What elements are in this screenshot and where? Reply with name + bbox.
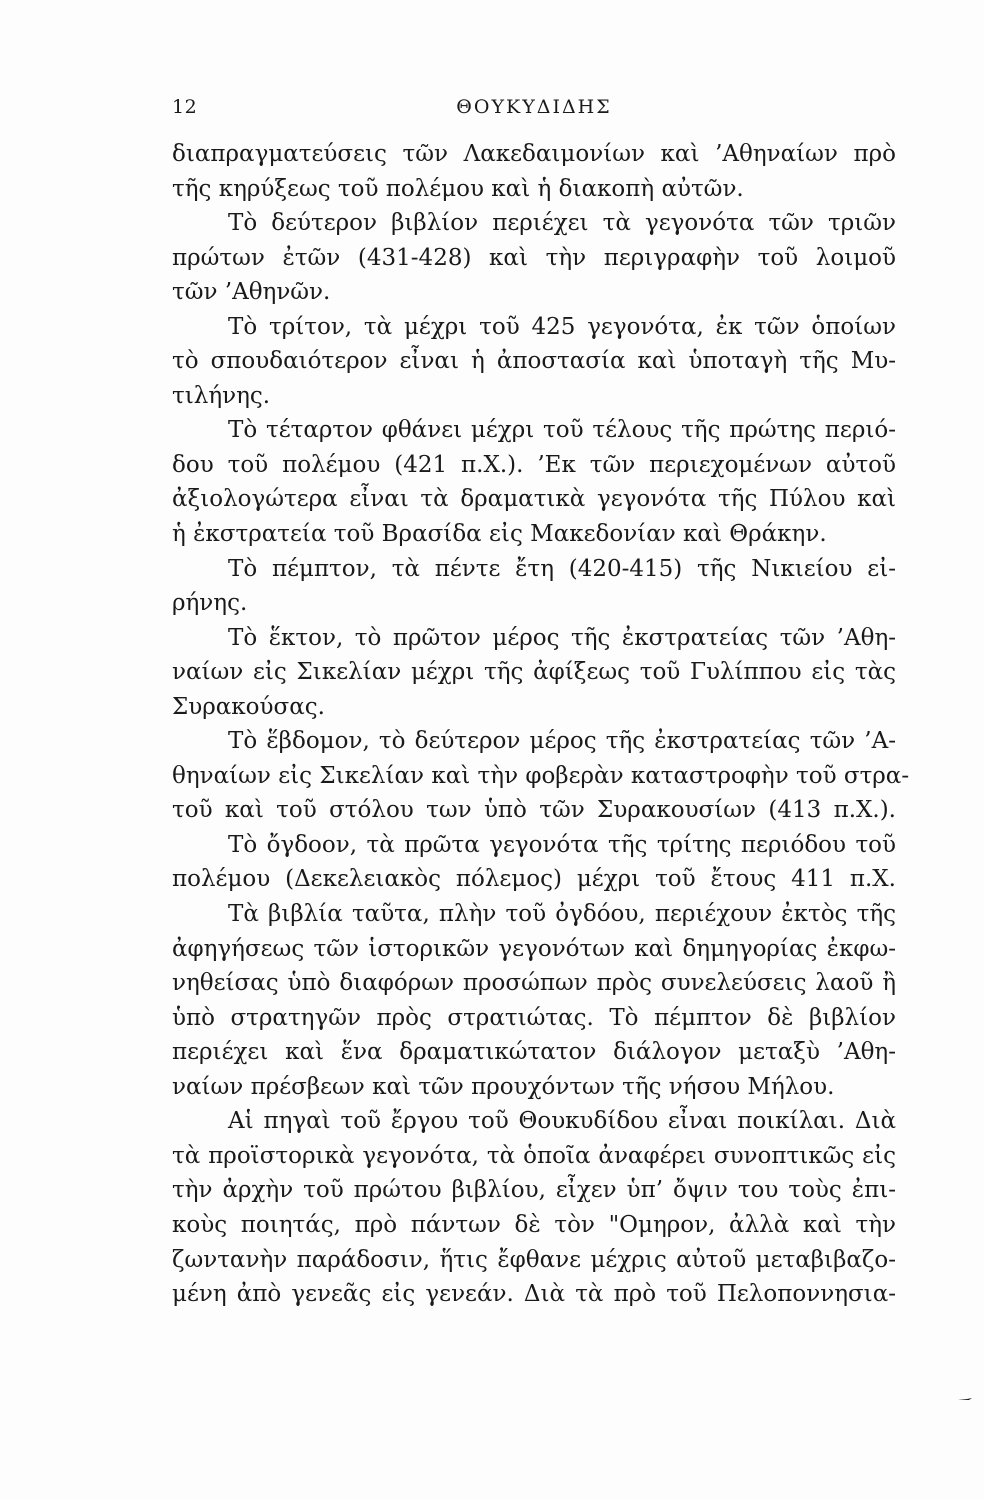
text-line: νηθείσας ὑπὸ διαφόρων προσώπων πρὸς συνελεύσεις λαοῦ ἢ xyxy=(172,970,896,997)
text-line: Τὸ ἕβδομον, τὸ δεύτερον μέρος τῆς ἐκστρατείας τῶν ’Α- xyxy=(228,728,896,755)
text-line: τὸ σπουδαιότερον εἶναι ἡ ἀποστασία καὶ ὑποταγὴ τῆς Μυ- xyxy=(172,348,896,375)
text-line: τιλήνης. xyxy=(172,382,271,409)
text-line: πολέμου (Δεκελειακὸς πόλεμος) μέχρι τοῦ ἔτους 411 π.Χ. xyxy=(172,866,896,893)
text-line: τοῦ καὶ τοῦ στόλου των ὑπὸ τῶν Συρακουσίων (413 π.Χ.). xyxy=(172,797,896,824)
text-line: Τὸ τρίτον, τὰ μέχρι τοῦ 425 γεγονότα, ἐκ τῶν ὁποίων xyxy=(228,313,896,340)
text-line: ἀφηγήσεως τῶν ἱστορικῶν γεγονότων καὶ δημηγορίας ἐκφω- xyxy=(172,935,896,962)
text-line: Αἱ πηγαὶ τοῦ ἔργου τοῦ Θουκυδίδου εἶναι ποικίλαι. Διὰ xyxy=(228,1108,896,1135)
ink-mark-icon xyxy=(957,1396,973,1402)
text-line: Τὸ τέταρτον φθάνει μέχρι τοῦ τέλους τῆς πρώτης περιό- xyxy=(228,417,896,444)
running-title: ΘΟΥΚΥΔΙΔΗΣ xyxy=(456,96,612,118)
text-line: ἀξιολογώτερα εἶναι τὰ δραματικὰ γεγονότα τῆς Πύλου καὶ xyxy=(172,486,896,513)
text-line: ἡ ἐκστρατεία τοῦ Βρασίδα εἰς Μακεδονίαν καὶ Θράκην. xyxy=(172,521,827,548)
text-line: πρώτων ἐτῶν (431-428) καὶ τὴν περιγραφὴν τοῦ λοιμοῦ xyxy=(172,244,896,271)
text-line: ὑπὸ στρατηγῶν πρὸς στρατιώτας. Τὸ πέμπτον δὲ βιβλίον xyxy=(172,1004,896,1031)
text-line: Συρακούσας. xyxy=(172,693,325,720)
text-line: θηναίων εἰς Σικελίαν καὶ τὴν φοβερὰν καταστροφὴν τοῦ στρα- xyxy=(172,762,910,789)
text-line: ρήνης. xyxy=(172,590,248,617)
text-line: ναίων πρέσβεων καὶ τῶν προυχόντων τῆς νήσου Μήλου. xyxy=(172,1073,835,1100)
text-line: Τὸ πέμπτον, τὰ πέντε ἔτη (420-415) τῆς Νικιείου εἰ- xyxy=(228,555,896,582)
text-line: τῶν ’Αθηνῶν. xyxy=(172,279,331,306)
text-line: κοὺς ποιητάς, πρὸ πάντων δὲ τὸν "Ομηρον, ἀλλὰ καὶ τὴν xyxy=(172,1211,896,1238)
text-line: δου τοῦ πολέμου (421 π.Χ.). ’Εκ τῶν περιεχομένων αὐτοῦ xyxy=(172,451,896,478)
text-line: Τὸ δεύτερον βιβλίον περιέχει τὰ γεγονότα τῶν τριῶν xyxy=(228,210,896,237)
text-line: μένη ἀπὸ γενεᾶς εἰς γενεάν. Διὰ τὰ πρὸ τοῦ Πελοποννησια- xyxy=(172,1281,896,1308)
text-line: Τὸ ὄγδοον, τὰ πρῶτα γεγονότα τῆς τρίτης περιόδου τοῦ xyxy=(228,831,896,858)
text-line: ζωντανὴν παράδοσιν, ἥτις ἔφθανε μέχρις αὐτοῦ μεταβιβαζο- xyxy=(172,1246,896,1273)
text-line: Τὸ ἕκτον, τὸ πρῶτον μέρος τῆς ἐκστρατείας τῶν ’Αθη- xyxy=(228,624,896,651)
text-line: διαπραγματεύσεις τῶν Λακεδαιμονίων καὶ ’Αθηναίων πρὸ xyxy=(172,141,896,167)
text-line: περιέχει καὶ ἕνα δραματικώτατον διάλογον μεταξὺ ’Αθη- xyxy=(172,1039,896,1066)
text-line: ναίων εἰς Σικελίαν μέχρι τῆς ἀφίξεως τοῦ Γυλίππου εἰς τὰς xyxy=(172,659,896,686)
text-line: τῆς κηρύξεως τοῦ πολέμου καὶ ἡ διακοπὴ αὐτῶν. xyxy=(172,175,744,202)
page-number: 12 xyxy=(172,96,198,118)
page-header xyxy=(172,96,896,126)
text-line: τὴν ἀρχὴν τοῦ πρώτου βιβλίου, εἶχεν ὑπ’ ὄψιν του τοὺς ἐπι- xyxy=(172,1177,896,1204)
text-line: Τὰ βιβλία ταῦτα, πλὴν τοῦ ὀγδόου, περιέχουν ἐκτὸς τῆς xyxy=(228,901,896,928)
body-text xyxy=(172,137,910,1312)
text-line: τὰ προϊστορικὰ γεγονότα, τὰ ὁποῖα ἀναφέρει συνοπτικῶς εἰς xyxy=(172,1142,896,1169)
